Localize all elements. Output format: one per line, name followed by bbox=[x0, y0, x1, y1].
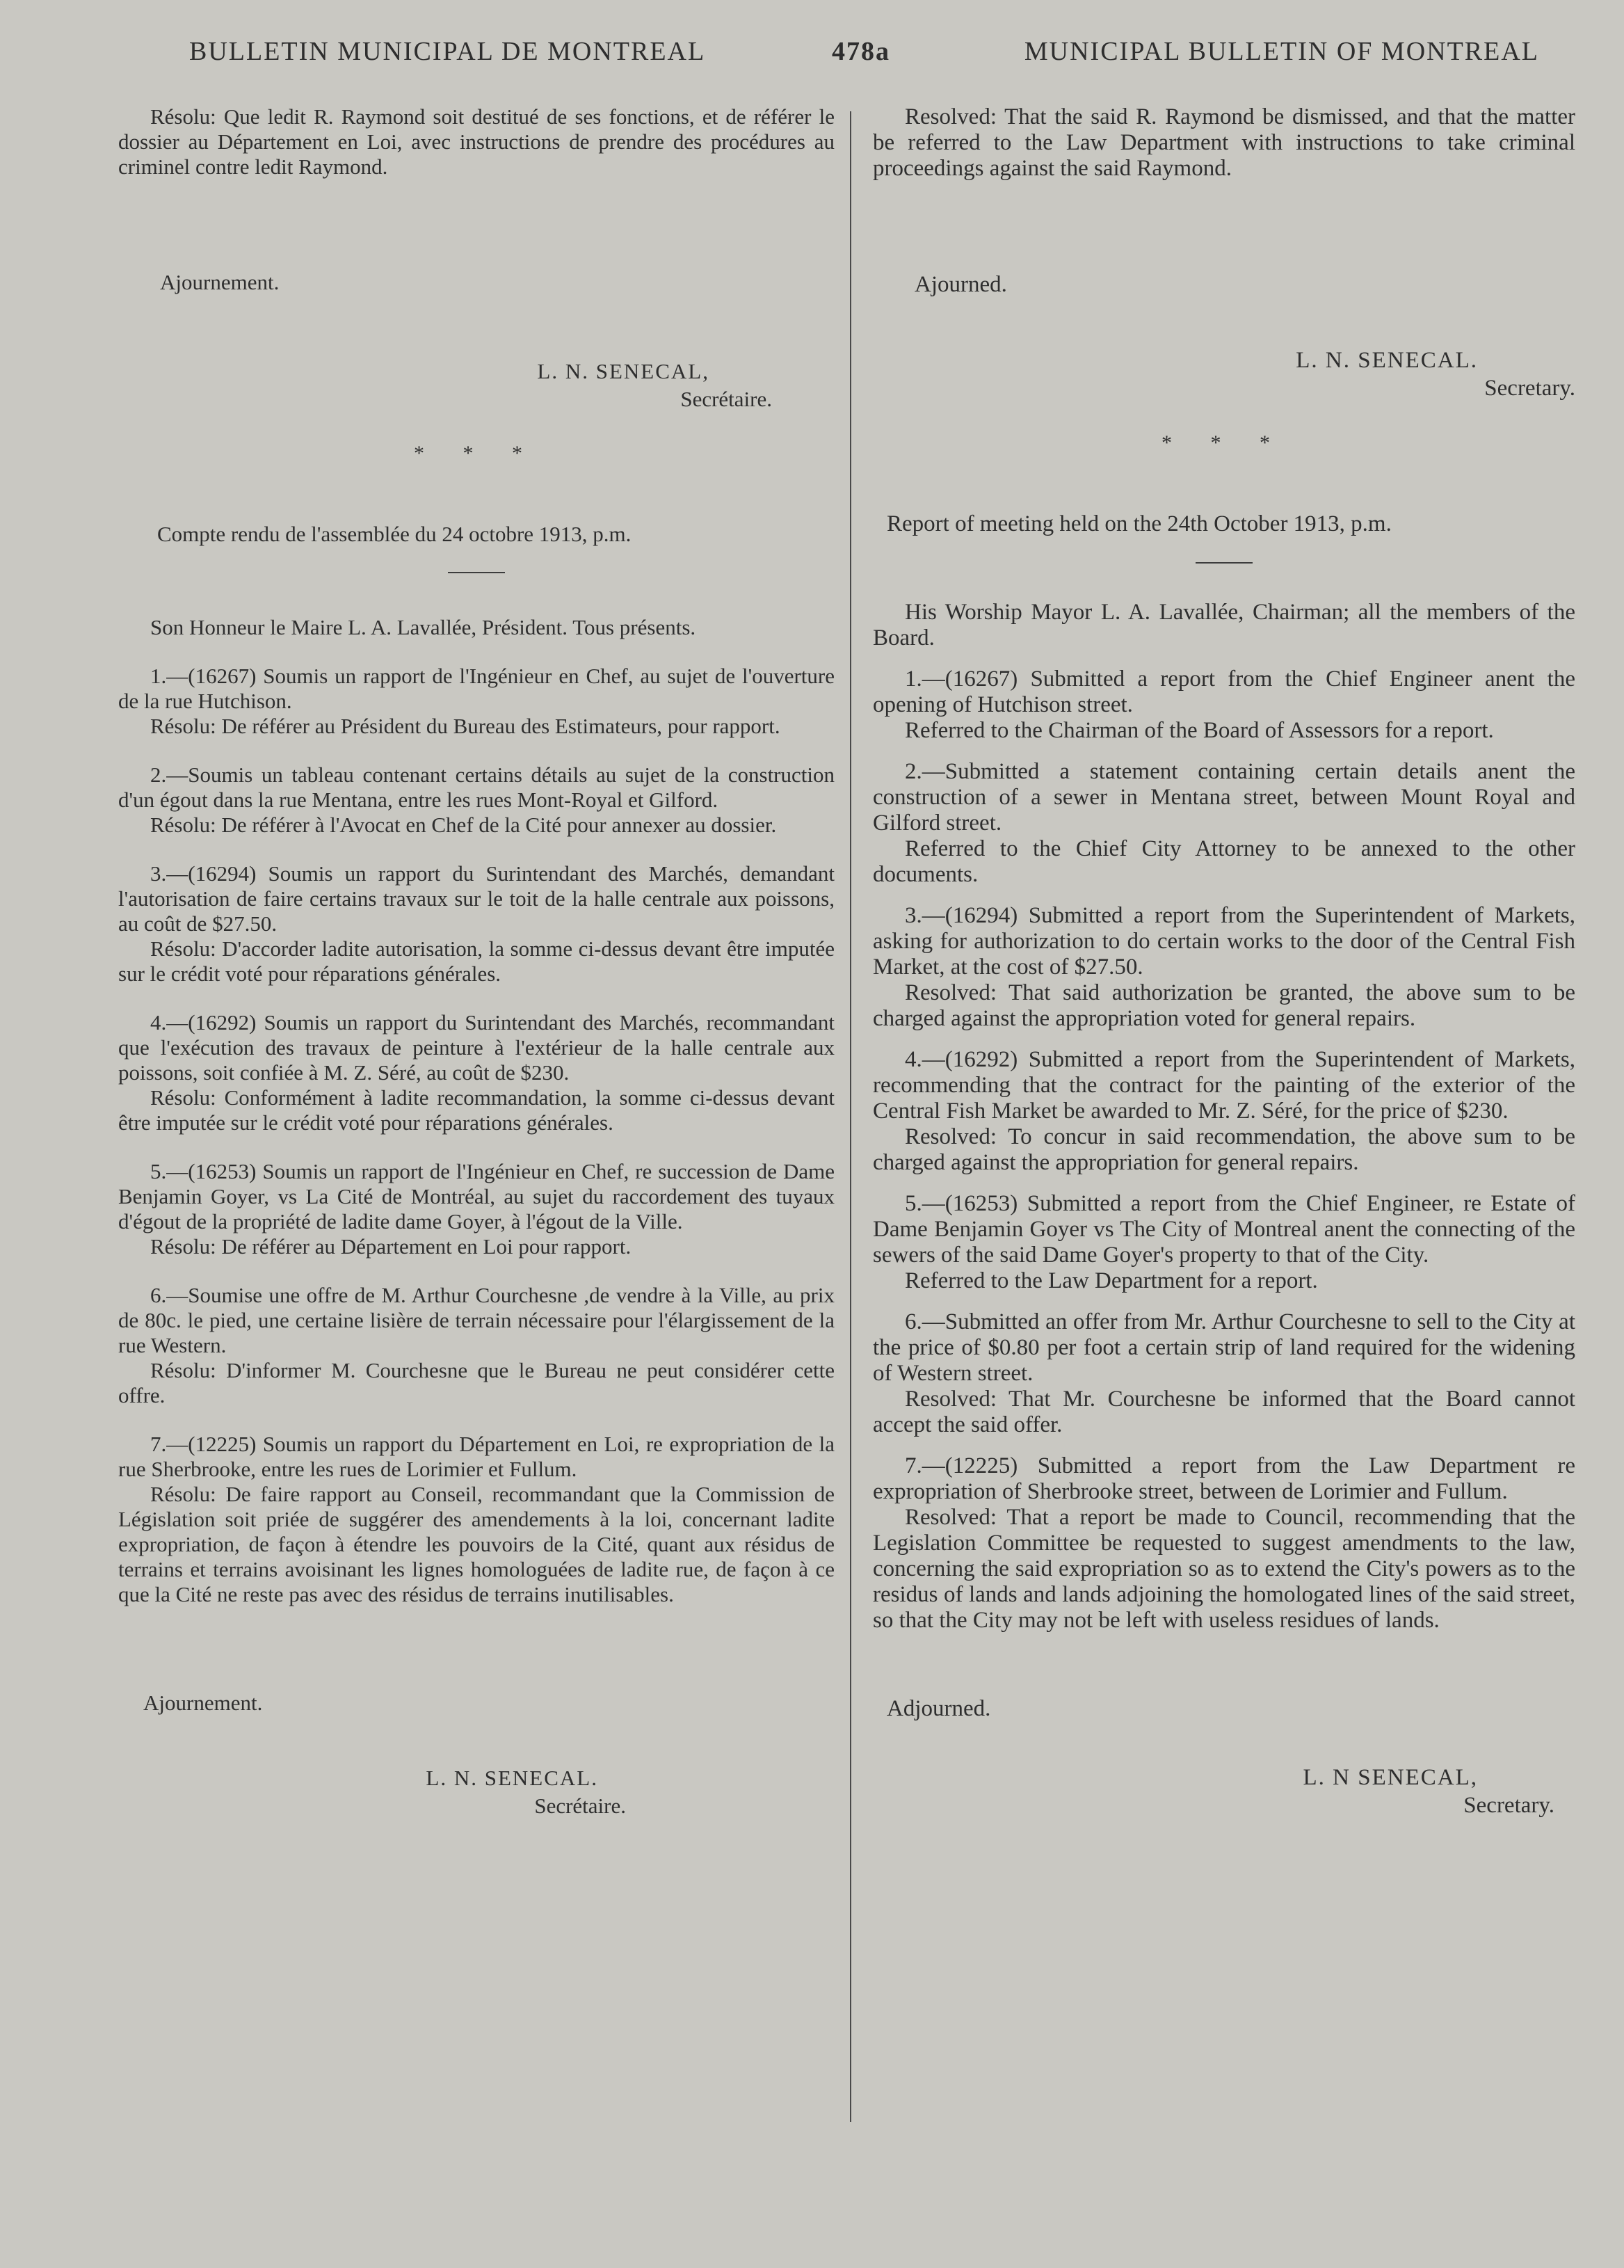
french-column bbox=[118, 104, 835, 1820]
fr-item-text: 4.—(16292) Soumis un rapport du Surintendant des Marchés, recommandant que l'exécution des travaux de peinture à l'extérieur de la halle centrale aux poissons, soit confiée à M. Z. Séré, au coût de $230. bbox=[118, 1010, 835, 1085]
en-item-resolution: Resolved: That Mr. Courchesne be informed that the Board cannot accept the said offer. bbox=[873, 1387, 1575, 1437]
fr-item-resolution: Résolu: D'informer M. Courchesne que le Bureau ne peut considérer cette offre. bbox=[118, 1358, 835, 1407]
en-signature-2-title: Secretary. bbox=[1463, 1793, 1554, 1818]
en-signature-title: Secretary. bbox=[1484, 376, 1575, 401]
fr-adjournment-2: Ajournement. bbox=[143, 1691, 263, 1715]
en-adjournment-2: Adjourned. bbox=[887, 1696, 991, 1721]
en-item-resolution: Referred to the Chairman of the Board of Assessors for a report. bbox=[905, 718, 1494, 743]
column-divider bbox=[850, 111, 851, 2122]
fr-item bbox=[118, 1159, 835, 1259]
fr-item-resolution: Résolu: De référer à l'Avocat en Chef de la Cité pour annexer au dossier. bbox=[150, 813, 777, 837]
fr-presence: Son Honneur le Maire L. A. Lavallée, Président. Tous présents. bbox=[150, 615, 696, 639]
fr-signature-2-name: L. N. SENECAL. bbox=[426, 1766, 598, 1790]
fr-item bbox=[118, 1010, 835, 1135]
page-header bbox=[0, 36, 1624, 78]
en-signature-name: L. N. SENECAL. bbox=[1296, 348, 1478, 373]
fr-adjournment: Ajournement. bbox=[160, 270, 280, 294]
header-english-title: MUNICIPAL BULLETIN OF MONTREAL bbox=[1024, 37, 1539, 66]
en-report-title: Report of meeting held on the 24th October 1913, p.m. bbox=[887, 511, 1392, 536]
en-signature-2 bbox=[873, 1764, 1575, 1819]
fr-item-text: 5.—(16253) Soumis un rapport de l'Ingénieur en Chef, re succession de Dame Benjamin Goyer, vs La Cité de Montréal, au sujet du raccordement des tuyaux d'égout de la propriété de ladite dame Goyer, à l'égout de la Ville. bbox=[118, 1159, 835, 1233]
en-item bbox=[873, 1047, 1575, 1176]
en-intro-resolution: Resolved: That the said R. Raymond be dismissed, and that the matter be referred to the Law Department with instructions to take criminal proceedings against the said Raymond. bbox=[873, 104, 1575, 181]
en-item-resolution: Referred to the Law Department for a report. bbox=[905, 1268, 1318, 1293]
fr-report-title: Compte rendu de l'assemblée du 24 octobre 1913, p.m. bbox=[157, 522, 632, 546]
en-item-text: 2.—Submitted a statement containing certain details anent the construction of a sewer in Mentana street, between Mount Royal and Gilford street. bbox=[873, 759, 1575, 836]
fr-item-text: 2.—Soumis un tableau contenant certains détails au sujet de la construction d'un égout dans la rue Mentana, entre les rues Mont-Royal et Gilford. bbox=[118, 762, 835, 812]
fr-item-resolution: Résolu: De référer au Président du Bureau des Estimateurs, pour rapport. bbox=[150, 714, 780, 738]
fr-item-resolution: Résolu: De référer au Département en Loi pour rapport. bbox=[150, 1234, 632, 1259]
en-item-text: 6.—Submitted an offer from Mr. Arthur Courchesne to sell to the City at the price of $0.80 per foot a certain strip of land required for the widening of Western street. bbox=[873, 1309, 1575, 1386]
fr-item-resolution: Résolu: D'accorder ladite autorisation, la somme ci-dessus devant être imputée sur le crédit voté pour réparations générales. bbox=[118, 936, 835, 986]
page-number: 478a bbox=[832, 37, 890, 66]
header-french-title: BULLETIN MUNICIPAL DE MONTREAL bbox=[189, 37, 706, 66]
en-item-text: 1.—(16267) Submitted a report from the Chief Engineer anent the opening of Hutchison street. bbox=[873, 666, 1575, 717]
fr-signature-2 bbox=[118, 1764, 835, 1820]
en-item-text: 7.—(12225) Submitted a report from the Law Department re expropriation of Sherbrooke street, between de Lorimier and Fullum. bbox=[873, 1453, 1575, 1504]
en-item bbox=[873, 666, 1575, 744]
en-signature-2-name: L. N SENECAL, bbox=[1303, 1765, 1478, 1790]
fr-signature bbox=[118, 358, 835, 413]
fr-item bbox=[118, 1432, 835, 1607]
fr-item bbox=[118, 664, 835, 739]
en-item-text: 5.—(16253) Submitted a report from the Chief Engineer, re Estate of Dame Benjamin Goyer vs The City of Montreal anent the connecting of the sewers of the said Dame Goyer's property to that of the City. bbox=[873, 1191, 1575, 1268]
fr-item-resolution: Résolu: Conformément à ladite recommandation, la somme ci-dessus devant être imputée sur le crédit voté pour réparations générales. bbox=[118, 1085, 835, 1135]
en-item-text: 4.—(16292) Submitted a report from the Superintendent of Markets, recommending that the contract for the painting of the exterior of the Central Fish Market be awarded to Mr. Z. Séré, for the price of $230. bbox=[873, 1047, 1575, 1124]
en-item bbox=[873, 903, 1575, 1032]
fr-separator-stars: * * * bbox=[414, 442, 539, 465]
en-item bbox=[873, 1453, 1575, 1634]
fr-signature-name: L. N. SENECAL, bbox=[537, 359, 709, 383]
en-item bbox=[873, 1309, 1575, 1438]
en-item-resolution: Referred to the Chief City Attorney to be annexed to the other documents. bbox=[873, 836, 1575, 887]
en-presence: His Worship Mayor L. A. Lavallée, Chairman; all the members of the Board. bbox=[873, 600, 1575, 650]
fr-intro-resolution: Résolu: Que ledit R. Raymond soit destitué de ses fonctions, et de référer le dossier au Département en Loi, avec instructions de prendre des procédures au criminel contre ledit Raymond. bbox=[118, 104, 835, 179]
en-signature bbox=[873, 346, 1575, 402]
fr-item-resolution: Résolu: De faire rapport au Conseil, recommandant que la Commission de Législation soit priée de suggérer des amendements à la loi, concernant ladite expropriation, de façon à étendre les pouvoirs de la Cité, quant aux résidus de terrains et terrains avoisinant les lignes homologuées de ladite rue, de façon à ce que la Cité ne reste pas avec des résidus de terrains inutilisables. bbox=[118, 1482, 835, 1606]
fr-item bbox=[118, 1283, 835, 1408]
fr-item bbox=[118, 861, 835, 987]
fr-item bbox=[118, 762, 835, 838]
en-separator-stars: * * * bbox=[1161, 431, 1287, 454]
en-item-resolution: Resolved: That a report be made to Council, recommending that the Legislation Committee be requested to suggest amendments to the law, concerning the said expropriation so as to extend the City's powers as to the residus of lands and lands adjoining the homologated lines of the said street, so that the City may not be left with useless residues of lands. bbox=[873, 1505, 1575, 1633]
en-item bbox=[873, 759, 1575, 888]
fr-item-text: 6.—Soumise une offre de M. Arthur Courchesne ,de vendre à la Ville, au prix de 80c. le pied, une certaine lisière de terrain nécessaire pour l'élargissement de la rue Western. bbox=[118, 1283, 835, 1357]
fr-item-text: 3.—(16294) Soumis un rapport du Surintendant des Marchés, demandant l'autorisation de faire certains travaux sur le toit de la halle centrale aux poissons, au coût de $27.50. bbox=[118, 861, 835, 936]
en-item-text: 3.—(16294) Submitted a report from the Superintendent of Markets, asking for authorization to do certain works to the door of the Central Fish Market, at the cost of $27.50. bbox=[873, 903, 1575, 980]
english-column bbox=[873, 104, 1575, 1819]
en-item bbox=[873, 1191, 1575, 1294]
en-adjournment: Ajourned. bbox=[915, 272, 1007, 297]
fr-signature-title: Secrétaire. bbox=[680, 387, 772, 411]
fr-item-text: 1.—(16267) Soumis un rapport de l'Ingénieur en Chef, au sujet de l'ouverture de la rue Hutchison. bbox=[118, 664, 835, 713]
fr-item-text: 7.—(12225) Soumis un rapport du Département en Loi, re expropriation de la rue Sherbrooke, entre les rues de Lorimier et Fullum. bbox=[118, 1432, 835, 1481]
fr-signature-2-title: Secrétaire. bbox=[534, 1794, 626, 1818]
en-item-resolution: Resolved: That said authorization be granted, the above sum to be charged against the appropriation voted for general repairs. bbox=[873, 980, 1575, 1031]
en-item-resolution: Resolved: To concur in said recommendation, the above sum to be charged against the appropriation for general repairs. bbox=[873, 1124, 1575, 1175]
